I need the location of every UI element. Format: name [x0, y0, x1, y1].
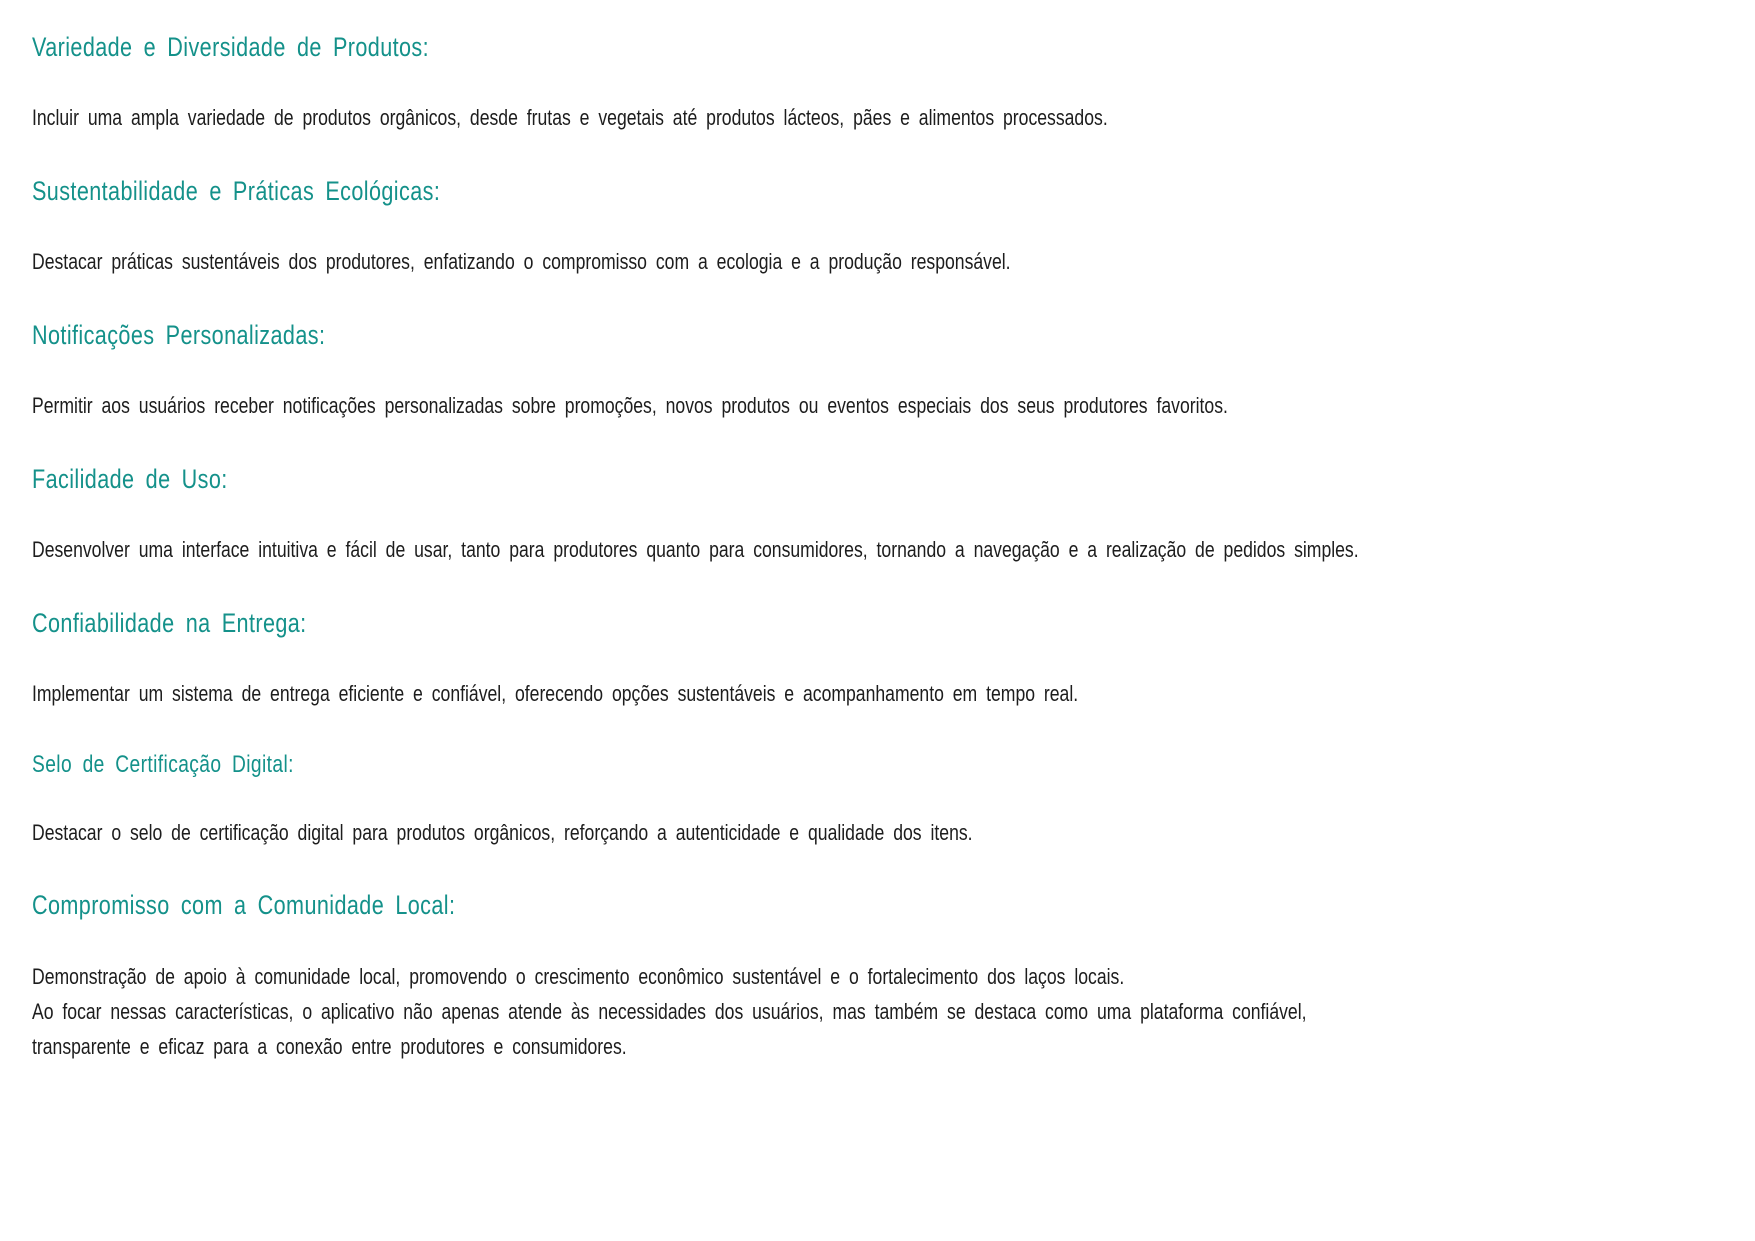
heading-ease-of-use: Facilidade de Uso: — [32, 464, 228, 494]
heading-digital-certification: Selo de Certificação Digital: — [32, 751, 294, 778]
heading-sustainability: Sustentabilidade e Práticas Ecológicas: — [32, 176, 441, 206]
paragraph-sustainability: Destacar práticas sustentáveis dos produtores, enfatizando o compromisso com a ecologia e a produção responsável. — [32, 249, 1011, 274]
heading-product-variety: Variedade e Diversidade de Produtos: — [32, 32, 430, 62]
paragraph-local-community — [32, 959, 1307, 1064]
paragraph-local-community-line: Demonstração de apoio à comunidade local, promovendo o crescimento econômico sustentável e o fortalecimento dos laços locais. — [32, 964, 1125, 989]
paragraph-delivery-reliability: Implementar um sistema de entrega eficiente e confiável, oferecendo opções sustentáveis e acompanhamento em tempo real. — [32, 681, 1079, 706]
heading-notifications: Notificações Personalizadas: — [32, 320, 326, 350]
paragraph-digital-certification: Destacar o selo de certificação digital para produtos orgânicos, reforçando a autenticidade e qualidade dos itens. — [32, 820, 973, 845]
paragraph-product-variety: Incluir uma ampla variedade de produtos orgânicos, desde frutas e vegetais até produtos lácteos, pães e alimentos processados. — [32, 105, 1108, 130]
heading-delivery-reliability: Confiabilidade na Entrega: — [32, 608, 307, 638]
paragraph-notifications: Permitir aos usuários receber notificações personalizadas sobre promoções, novos produtos ou eventos especiais dos seus produtores favoritos. — [32, 393, 1228, 418]
paragraph-ease-of-use: Desenvolver uma interface intuitiva e fácil de usar, tanto para produtores quanto para consumidores, tornando a navegação e a realização de pedidos simples. — [32, 537, 1359, 562]
heading-local-community: Compromisso com a Comunidade Local: — [32, 890, 456, 920]
conclusion-line-1: Ao focar nessas características, o aplicativo não apenas atende às necessidades dos usuários, mas também se destaca como uma plataforma confiável, — [32, 999, 1307, 1024]
conclusion-line-2: transparente e eficaz para a conexão entre produtores e consumidores. — [32, 1034, 627, 1059]
